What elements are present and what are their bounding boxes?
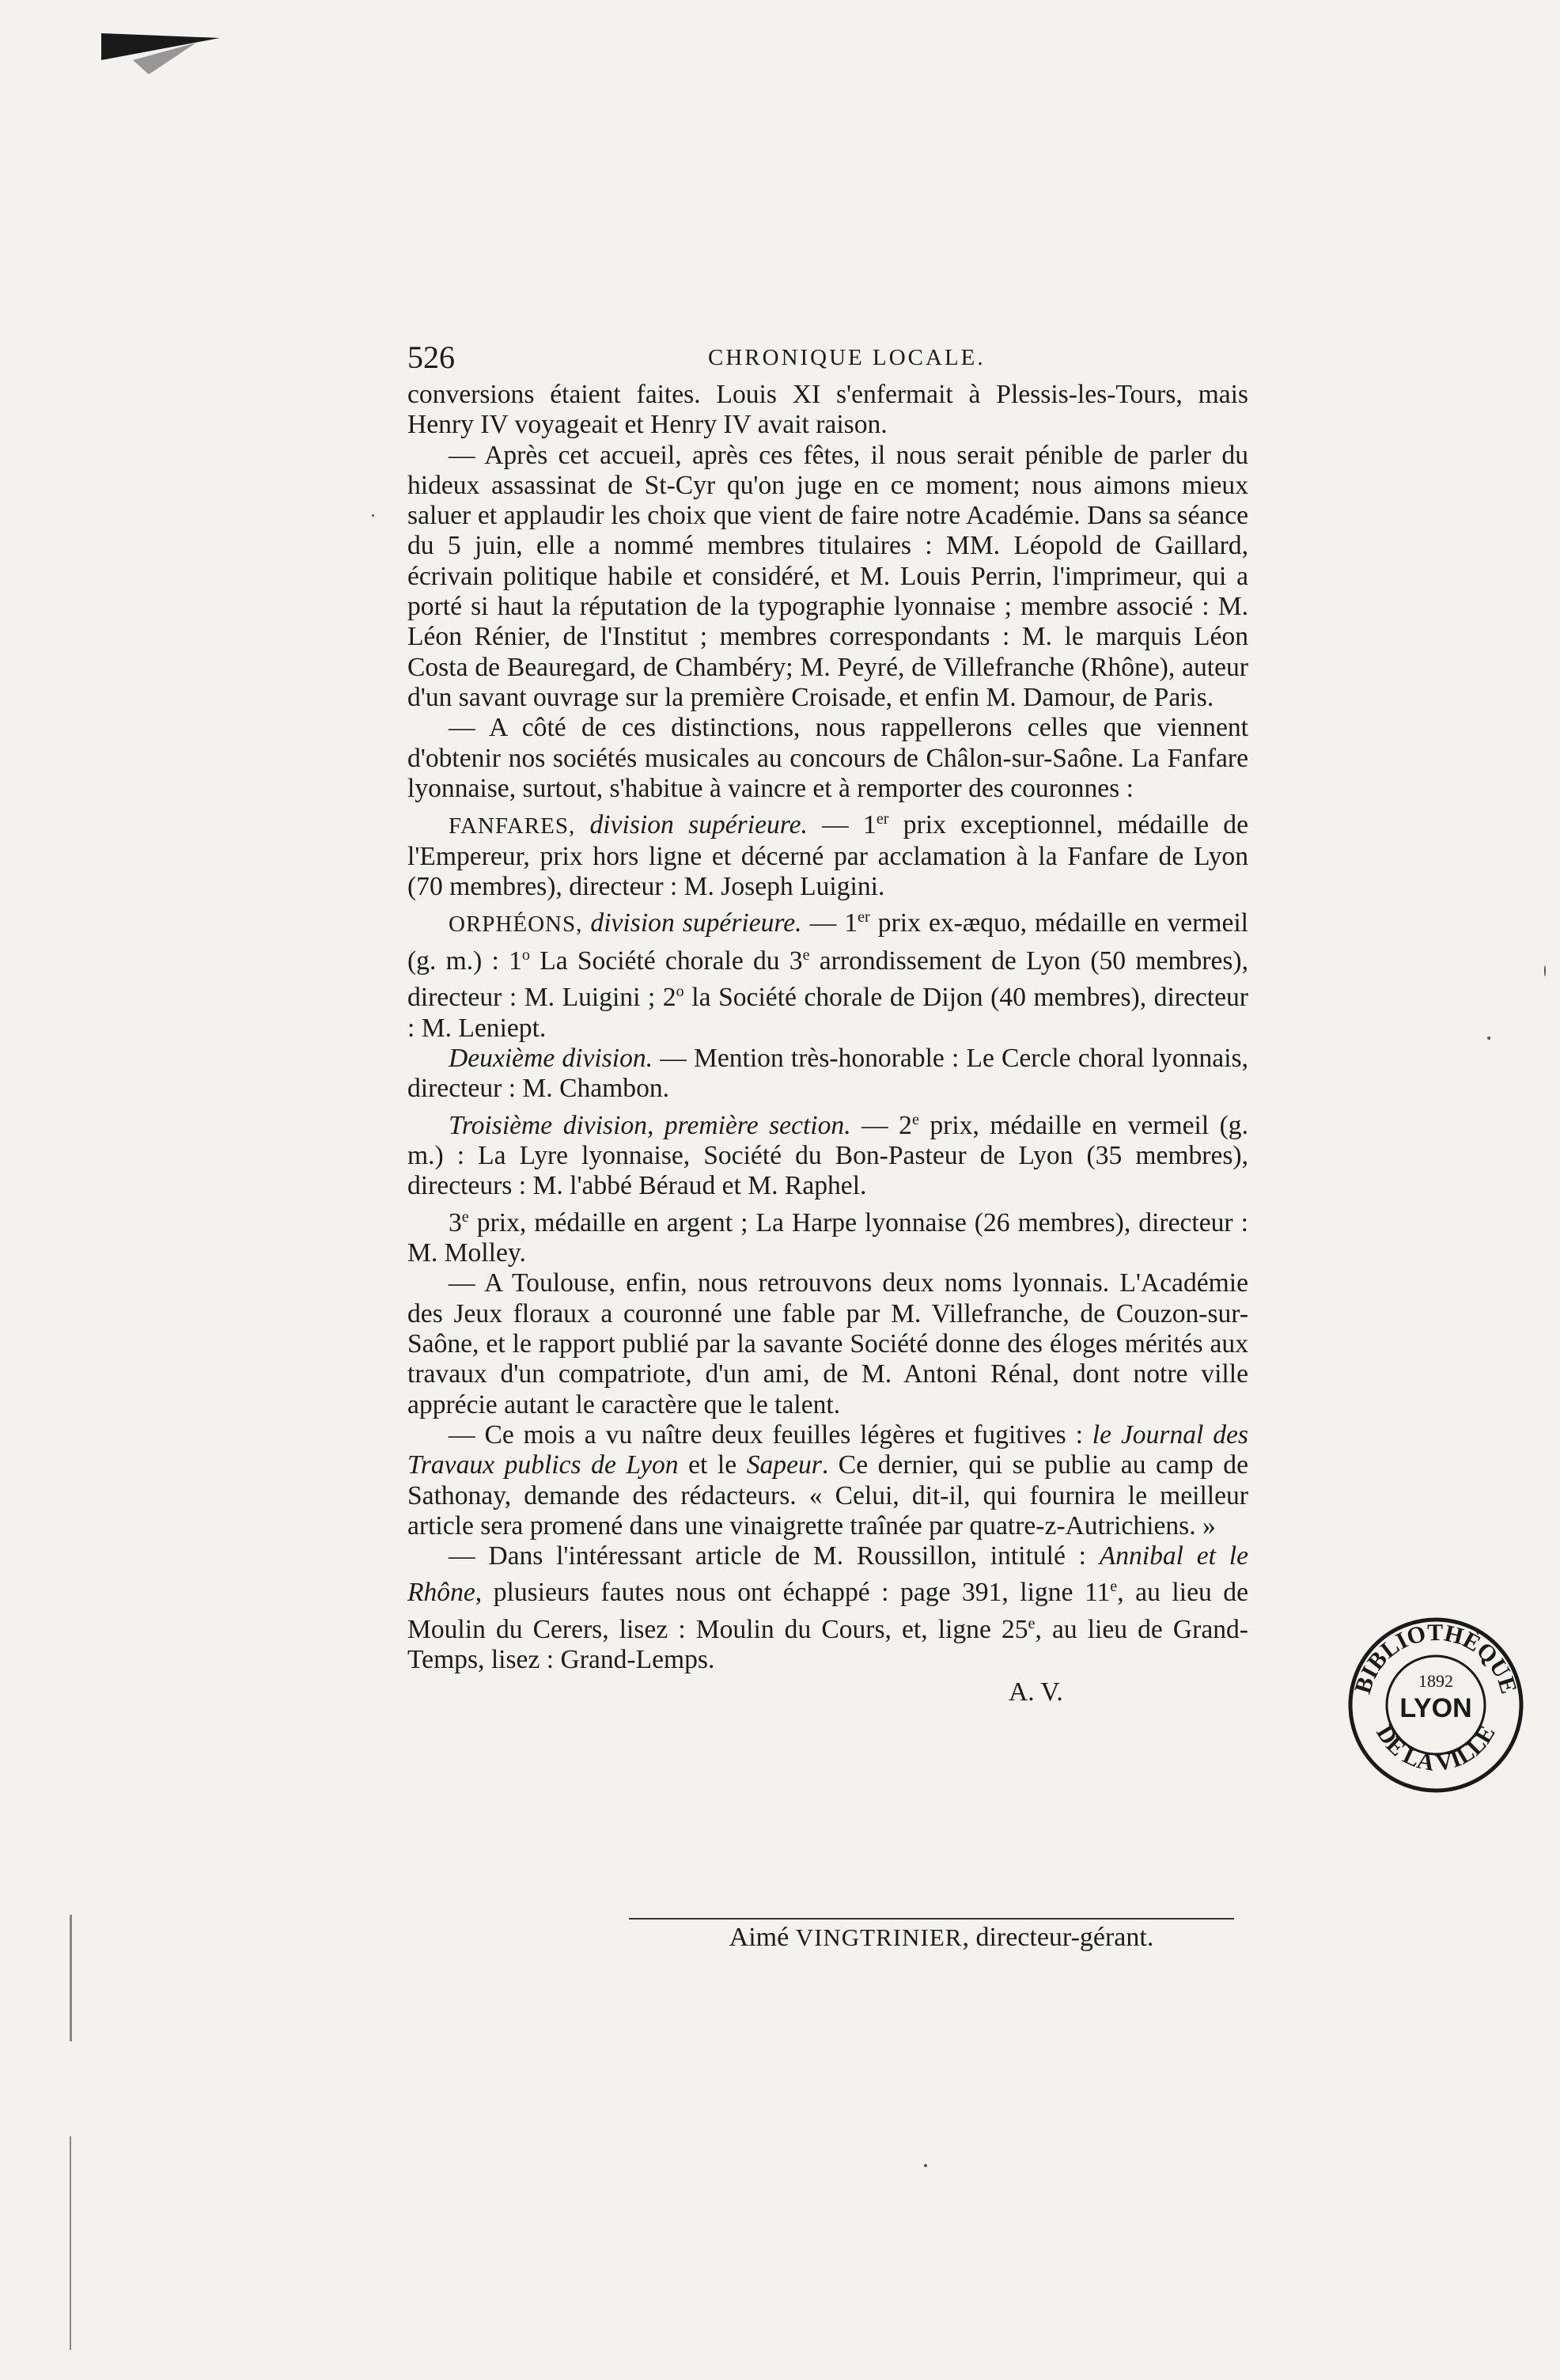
paragraph: — A Toulouse, enfin, nous retrouvons deux noms lyonnais. L'Académie des Jeux floraux a couronné une fable par M. Villefranche, de Couzon-sur-Saône, et le rapport publié par la savante Société donne des éloges mérités aux travaux d'un compatriote, d'un ami, de M. Antoni Rénal, dont notre ville apprécie autant le caractère que le talent. [407,1268,1248,1419]
paragraph-deuxieme [407,1044,1248,1105]
text-run: et le [678,1450,747,1480]
superscript: e [911,1110,919,1128]
ink-speck [372,514,374,517]
superscript: o [676,983,684,1001]
division-label: Troisième division, première section. [449,1110,851,1140]
text-run: — 1 [801,908,858,938]
binding-edge-mark [70,2136,71,2350]
journal-title: Sapeur [746,1450,822,1480]
journal-title: le Journal des Travaux publics de Lyon [407,1419,1248,1480]
superscript: e [802,946,810,964]
paragraph-orpheons [407,902,1248,1044]
superscript: e [1028,1614,1036,1632]
text-run: , au lieu de Grand-Temps, lisez : Grand-Lemps. [407,1615,1248,1675]
signature: A. V. [1009,1677,1063,1707]
text-run: , directeur-gérant. [962,1923,1154,1952]
stamp-year: 1892 [1418,1671,1453,1691]
text-run: La Société chorale du 3 [529,946,803,976]
chronicle-text [407,380,1248,1707]
text-run: — Ce mois a vu naître deux feuilles légères et fugitives : [449,1419,1092,1450]
text-run: arrondissement de Lyon (50 membres), directeur : M. Luigini ; 2 [407,946,1248,1013]
text-run: — Mention très-honorable : Le Cercle choral lyonnais, directeur : M. Chambon. [407,1043,1248,1104]
paragraph: conversions étaient faites. Louis XI s'enfermait à Plessis-les-Tours, mais Henry IV voyageait et Henry IV avait raison. [407,380,1248,440]
paragraph-errata [407,1541,1248,1676]
paragraph: — A côté de ces distinctions, nous rappellerons celles que viennent d'obtenir nos sociétés musicales au concours de Châlon-sur-Saône. La Fanfare lyonnaise, surtout, s'habitue à vaincre et à remporter des couronnes : [407,713,1248,803]
text-run: prix ex-æquo, médaille en vermeil (g. m.) : 1 [407,908,1249,976]
paragraph-harpe [407,1202,1248,1269]
ink-speck [924,2164,927,2167]
library-stamp [1345,1614,1527,1796]
text-run: prix, médaille en vermeil (g. m.) : La Lyre lyonnaise, Société du Bon-Pasteur de Lyon (35 membres), directeurs : M. l'abbé Béraud et M. Raphel. [407,1110,1248,1201]
page-header [407,339,1242,378]
text-run: prix exceptionnel, médaille de l'Empereur, prix hors ligne et décerné par acclamation à la Fanfare de Lyon (70 membres), directeur : M. Joseph Luigini. [407,810,1248,901]
division-label: Deuxième division. [449,1043,653,1073]
text-run: , plusieurs fautes nous ont échappé : page 391, ligne 11 [475,1578,1111,1608]
section-label: FANFARES, [449,813,576,839]
stamp-top-text: BIBLIOTHÈQUE [1350,1619,1522,1697]
paragraph: — Après cet accueil, après ces fêtes, il nous serait pénible de parler du hideux assassinat de St-Cyr qu'on juge en ce moment; nous aimons mieux saluer et applaudir les choix que vient de faire notre Académie. Dans sa séance du 5 juin, elle a nommé membres titulaires : MM. Léopold de Gaillard, écrivain politique habile et considéré, et M. Louis Perrin, l'imprimeur, qui a porté si haut la réputation de la typographie lyonnaise ; membre associé : M. Léon Rénier, de l'Institut ; membres correspondants : M. le marquis Léon Costa de Beauregard, de Chambéry; M. Peyré, de Villefranche (Rhône), auteur d'un savant ouvrage sur la première Croisade, et enfin M. Damour, de Paris. [407,440,1248,712]
paragraph-fanfares [407,804,1248,902]
stamp-center-text: LYON [1399,1693,1472,1723]
section-label: ORPHÉONS, [449,911,583,938]
page-number: 526 [407,339,455,375]
ink-speck [1544,965,1546,976]
binding-edge-mark [70,1915,72,2041]
running-title: CHRONIQUE LOCALE. [708,345,986,370]
svg-text:DE LA VILLE [1371,1721,1500,1776]
text-run: 3 [449,1207,462,1237]
editor-line [665,1923,1218,1953]
text-run: la Société chorale de Dijon (40 membres), directeur : M. Leniept. [407,983,1248,1043]
corner-flag-mark [101,27,220,82]
superscript: er [876,810,889,828]
article-title: Annibal et le Rhône [407,1541,1248,1608]
superscript: er [858,908,870,927]
text-run: . Ce dernier, qui se publie au camp de Sathonay, demande des rédacteurs. « Celui, dit-il, qui fournira le meilleur article sera promené dans une vinaigrette traînée par quatre-z-Autrichiens. » [407,1450,1248,1541]
superscript: o [521,946,530,964]
text-run: — 1 [807,810,877,840]
division-label: division supérieure. [590,908,802,938]
paragraph-troisieme [407,1105,1248,1202]
text-run: prix, médaille en argent ; La Harpe lyonnaise (26 membres), directeur : M. Molley. [407,1207,1248,1268]
superscript: e [461,1207,469,1226]
footer-rule [629,1918,1234,1920]
text-run: Aimé [729,1923,796,1952]
ink-speck [1487,1037,1490,1040]
paragraph-journals [407,1420,1248,1541]
text-run: , au lieu de Moulin du Cerers, lisez : Moulin du Cours, et, ligne 25 [407,1578,1249,1645]
stamp-bottom-text: DE LA VILLE [1371,1721,1501,1776]
text-run: — 2 [850,1110,912,1140]
editor-name: VINGTRINIER [795,1923,963,1951]
superscript: e [1110,1578,1118,1596]
division-label: division supérieure. [589,810,808,840]
text-run: — Dans l'intéressant article de M. Roussillon, intitulé : [449,1541,1100,1571]
